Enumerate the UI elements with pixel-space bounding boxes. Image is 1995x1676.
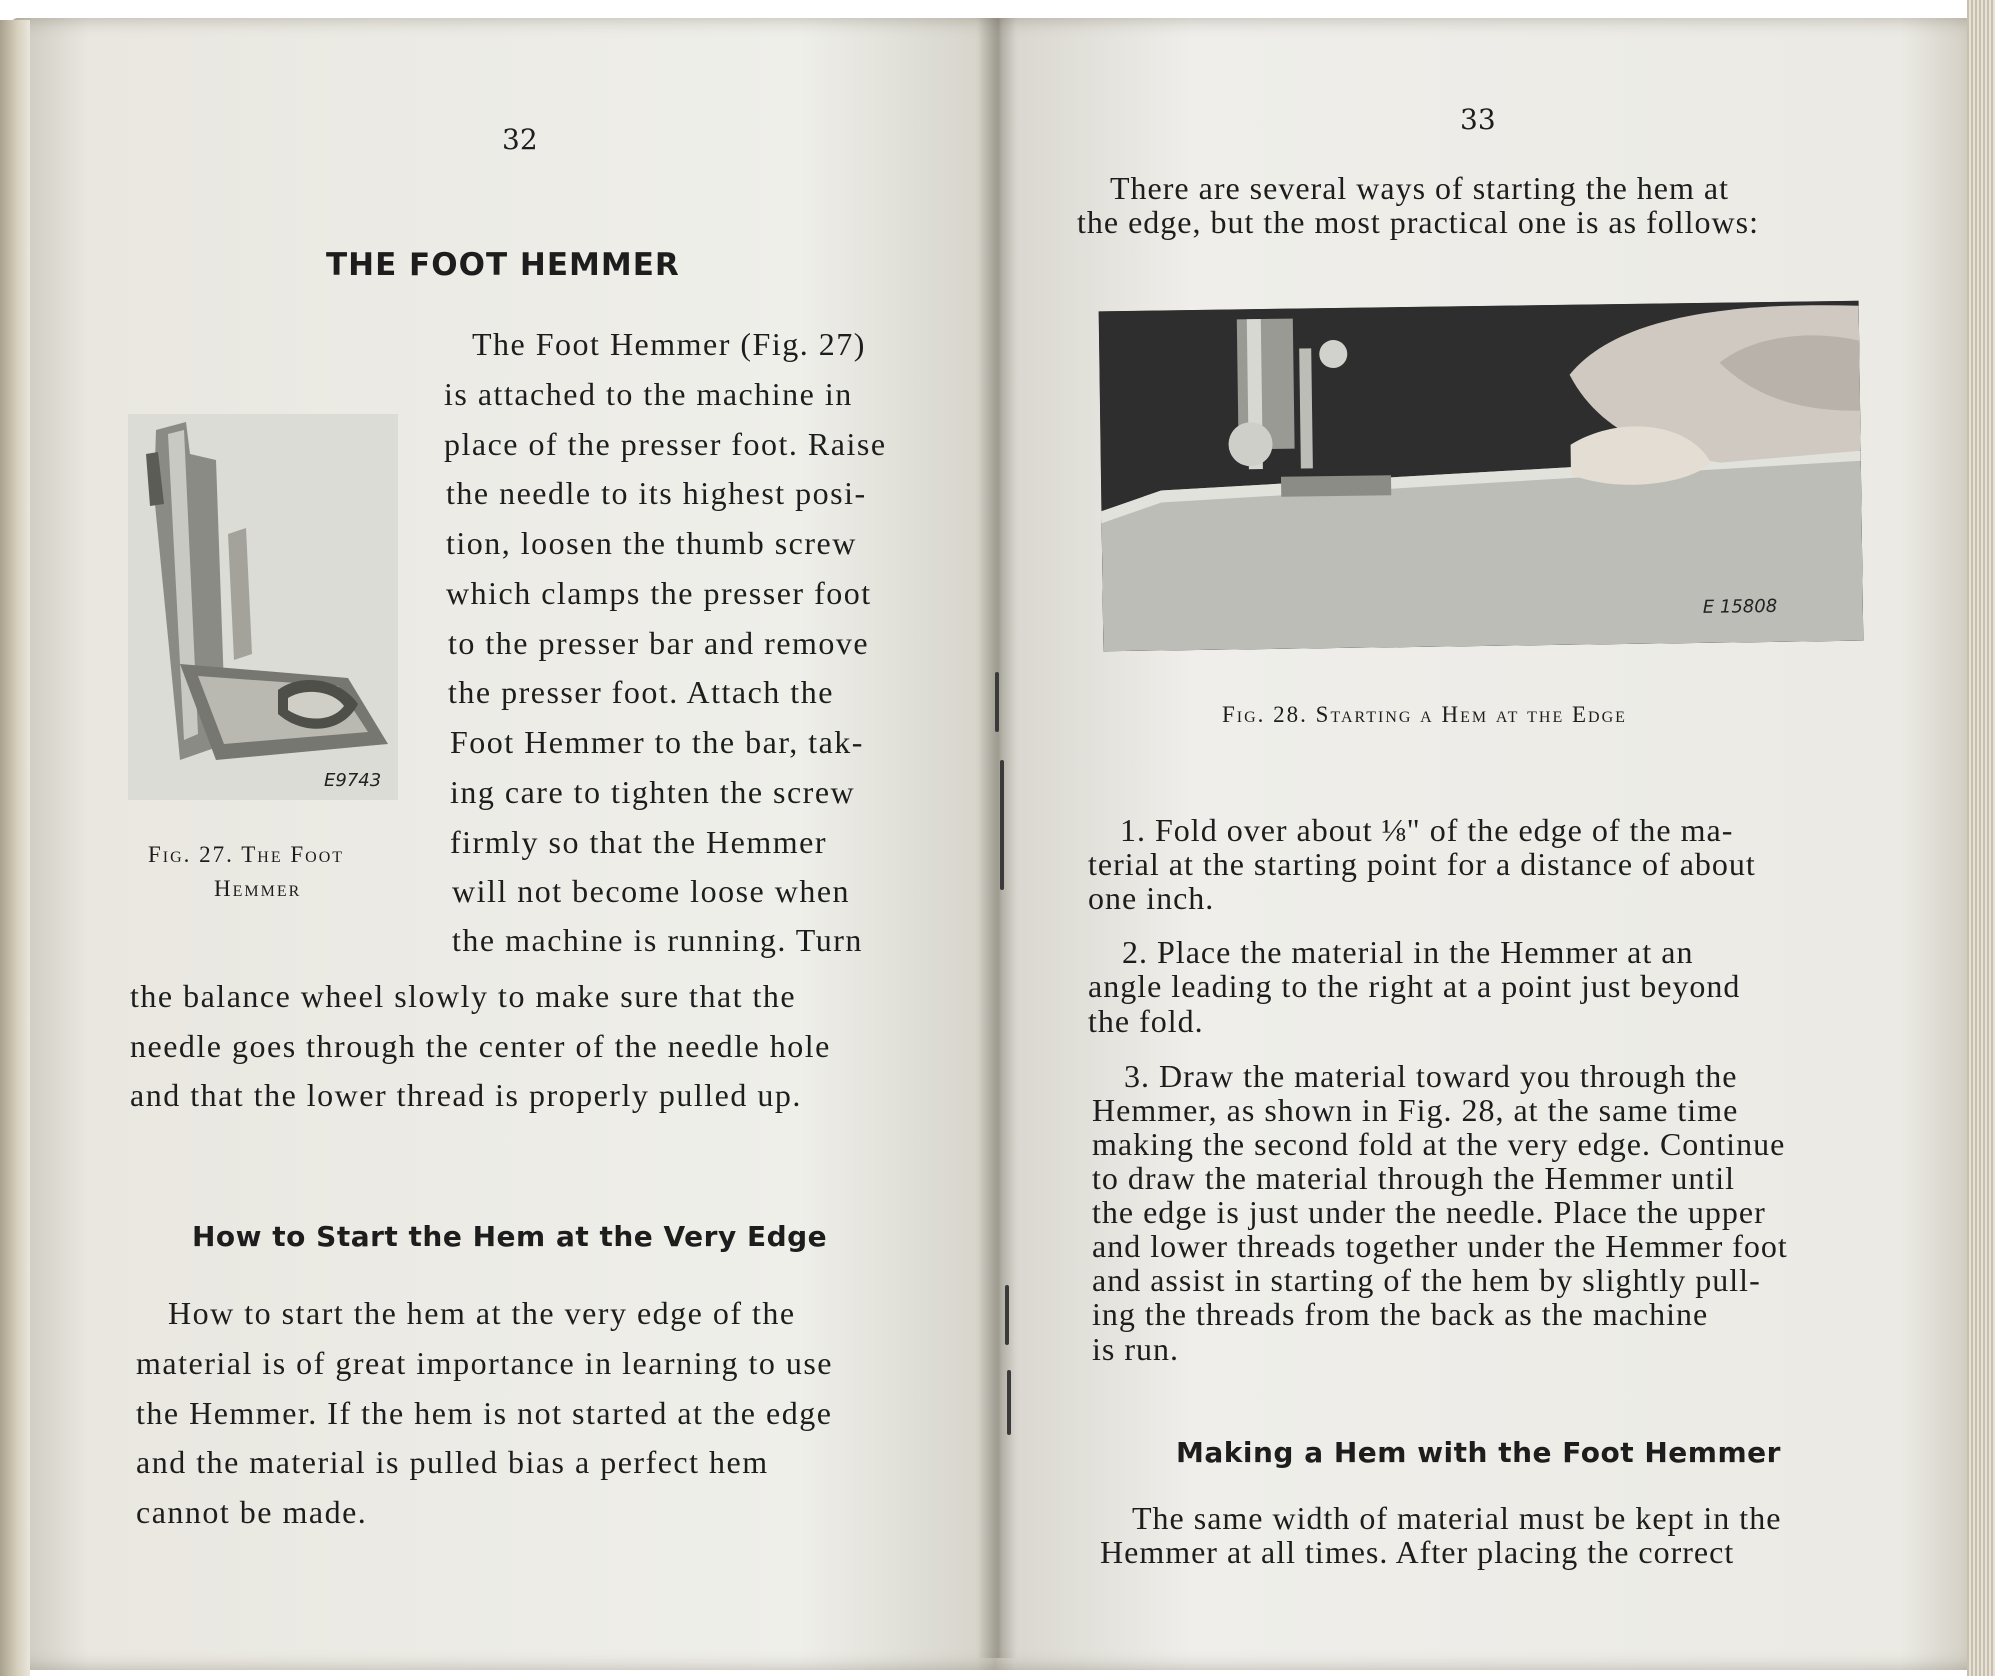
intro-line: The Foot Hemmer (Fig. 27)	[472, 326, 866, 362]
page-title: THE FOOT HEMMER	[326, 247, 680, 283]
book-gutter	[978, 18, 1018, 1658]
continuation-line: needle goes through the center of the needle hole	[130, 1028, 831, 1064]
page-number-left: 32	[502, 123, 538, 156]
figure-27-caption-line2: Hemmer	[214, 876, 302, 901]
binding-stitch	[1007, 1370, 1011, 1435]
binding-stitch	[995, 672, 999, 732]
step3-line: making the second fold at the very edge. Continue	[1092, 1126, 1786, 1162]
figure-28-starting-hem	[1099, 301, 1864, 652]
intro-line: is attached to the machine in	[444, 376, 853, 412]
foot-hemmer-illustration	[128, 414, 398, 800]
step3-line: and assist in starting of the hem by slightly pull-	[1092, 1262, 1761, 1298]
step2-line: 2. Place the material in the Hemmer at an	[1122, 934, 1694, 970]
figure-27-foot-hemmer	[128, 414, 398, 800]
section-line: cannot be made.	[136, 1494, 368, 1530]
section-line: Hemmer at all times. After placing the correct	[1100, 1534, 1735, 1570]
page-number-right: 33	[1460, 103, 1496, 136]
step3-line: 3. Draw the material toward you through the	[1124, 1058, 1738, 1094]
figure-27-caption-line1: Fig. 27. The Foot	[148, 842, 345, 867]
step3-line: ing the threads from the back as the machine	[1092, 1296, 1709, 1332]
intro-line: ing care to tighten the screw	[450, 774, 856, 810]
figure-28-code: E 15808	[1702, 595, 1778, 618]
intro-line: which clamps the presser foot	[446, 575, 872, 611]
intro-line: tion, loosen the thumb screw	[446, 525, 857, 561]
step2-line: angle leading to the right at a point just beyond	[1088, 968, 1741, 1004]
step1-line: one inch.	[1088, 880, 1215, 916]
step1-line: terial at the starting point for a distance of about	[1088, 846, 1756, 882]
figure-28-caption: Fig. 28. Starting a Hem at the Edge	[1222, 702, 1627, 727]
binding-stitch	[1000, 760, 1004, 890]
intro-line: the machine is running. Turn	[452, 922, 863, 958]
section-line: How to start the hem at the very edge of the	[168, 1295, 796, 1331]
step3-line: to draw the material through the Hemmer until	[1092, 1160, 1736, 1196]
intro-line: will not become loose when	[452, 873, 851, 909]
intro-line: There are several ways of starting the hem at	[1110, 170, 1729, 206]
section-line: and the material is pulled bias a perfect hem	[136, 1444, 769, 1480]
section-line: material is of great importance in learning to use	[136, 1345, 833, 1381]
section-line: the Hemmer. If the hem is not started at the edge	[136, 1395, 833, 1431]
continuation-line: the balance wheel slowly to make sure that the	[130, 978, 797, 1014]
continuation-line: and that the lower thread is properly pulled up.	[130, 1077, 802, 1113]
section-line: The same width of material must be kept in the	[1132, 1500, 1782, 1536]
intro-line: place of the presser foot. Raise	[444, 426, 887, 462]
section-heading-start-hem: How to Start the Hem at the Very Edge	[192, 1220, 828, 1253]
intro-line: Foot Hemmer to the bar, tak-	[450, 724, 864, 760]
binding-stitch	[1005, 1285, 1009, 1345]
step3-line: is run.	[1092, 1331, 1179, 1367]
step3-line: Hemmer, as shown in Fig. 28, at the same time	[1092, 1092, 1739, 1128]
intro-line: to the presser bar and remove	[448, 625, 870, 661]
left-page-edge	[0, 20, 30, 1676]
right-page-edge	[1967, 0, 1995, 1676]
step2-line: the fold.	[1088, 1003, 1204, 1039]
section-heading-making-hem: Making a Hem with the Foot Hemmer	[1176, 1436, 1781, 1469]
figure-27-code: E9743	[324, 770, 382, 791]
intro-line: the presser foot. Attach the	[448, 674, 834, 710]
step3-line: and lower threads together under the Hemmer foot	[1092, 1228, 1788, 1264]
intro-line: the needle to its highest posi-	[446, 475, 867, 511]
step1-line: 1. Fold over about ⅛" of the edge of the ma-	[1120, 812, 1734, 848]
intro-line: firmly so that the Hemmer	[450, 824, 827, 860]
step3-line: the edge is just under the needle. Place the upper	[1092, 1194, 1766, 1230]
intro-line: the edge, but the most practical one is as follows:	[1077, 204, 1759, 240]
